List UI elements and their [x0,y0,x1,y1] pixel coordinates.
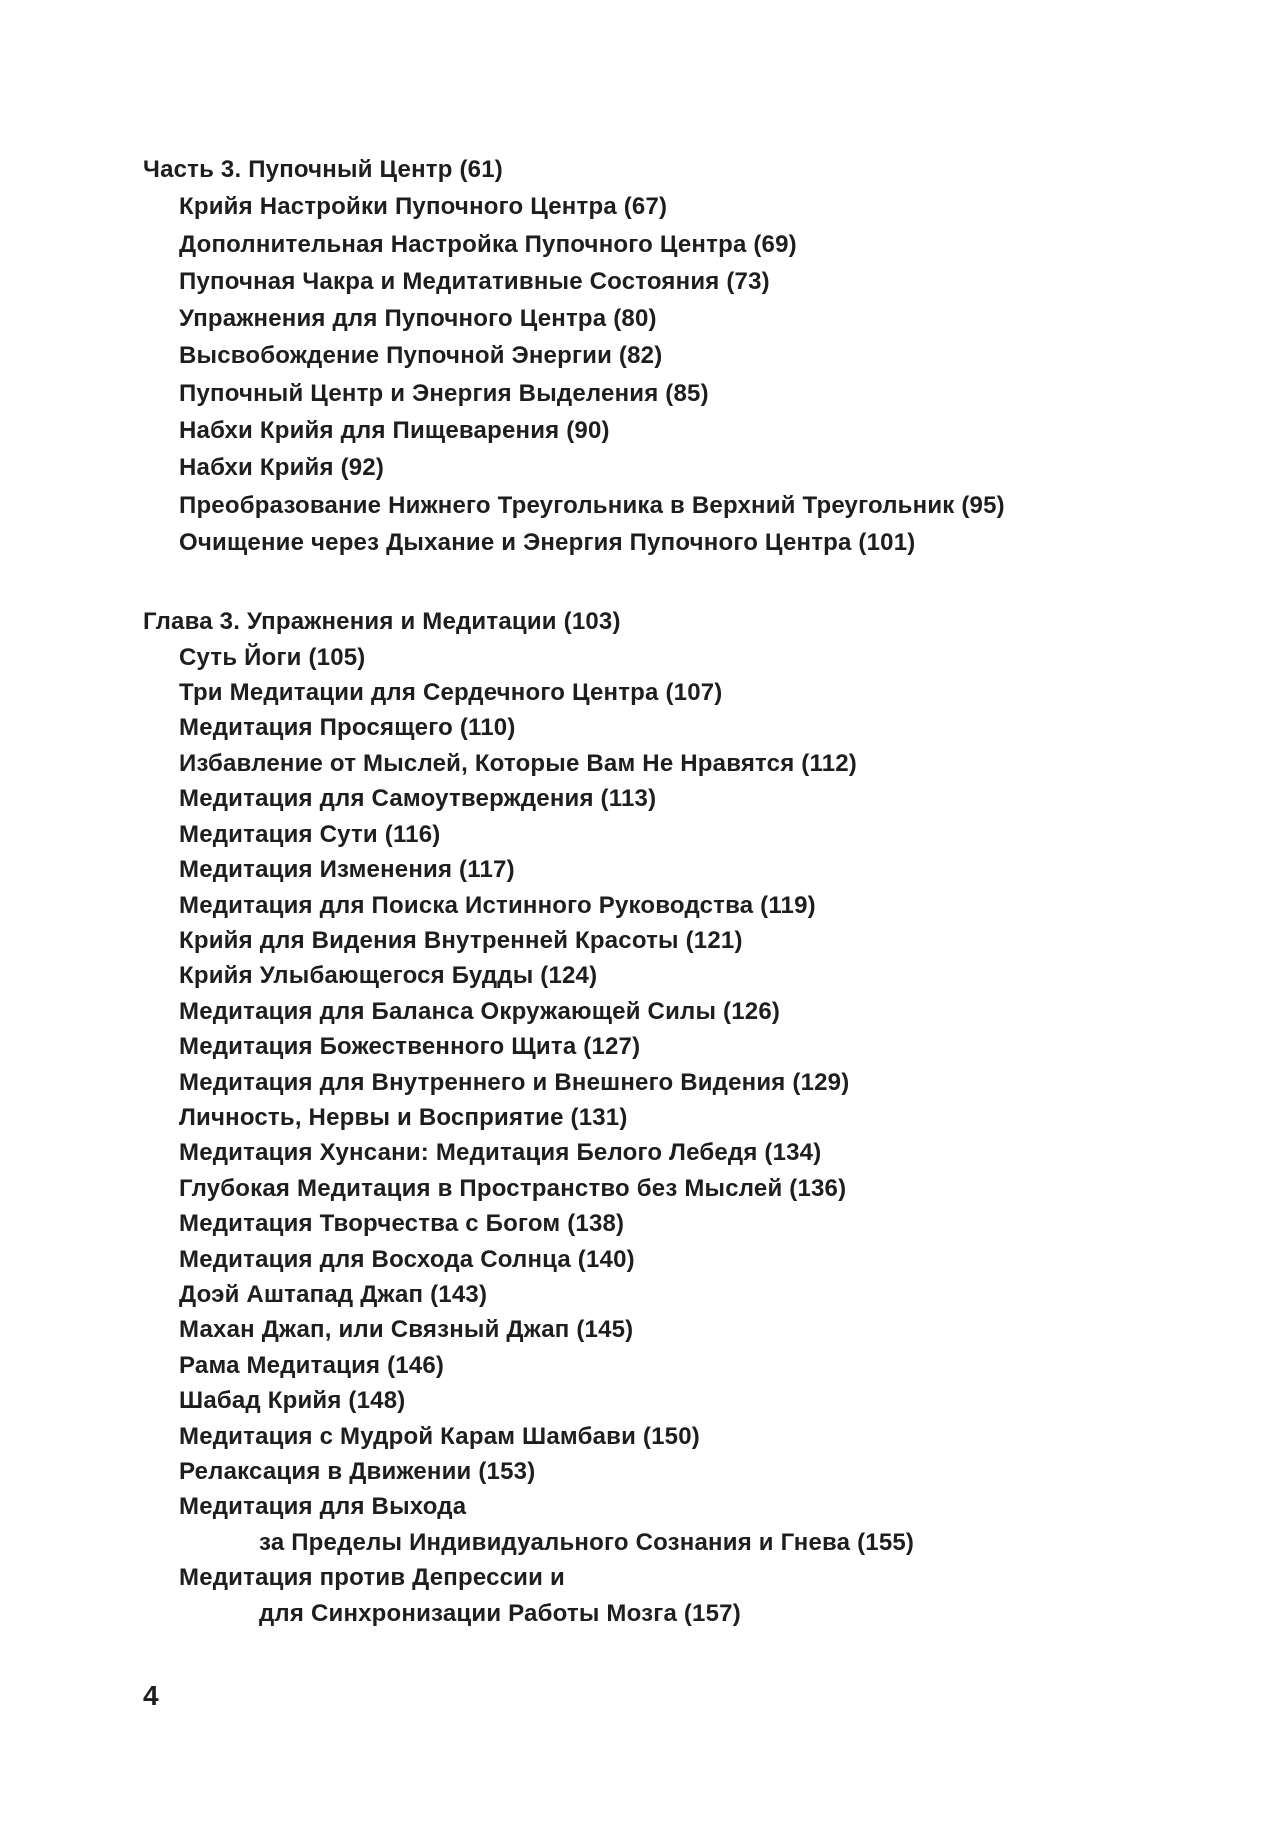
toc-entry: Крийя для Видения Внутренней Красоты (121) [179,926,743,954]
toc-entry: Медитация для Самоутверждения (113) [179,785,657,813]
toc-entry-continuation: для Синхронизации Работы Мозга (157) [259,1599,741,1627]
toc-entry: Крийя Улыбающегося Будды (124) [179,962,598,990]
toc-entry: Доэй Аштапад Джап (143) [179,1280,488,1308]
toc-entry: Пупочный Центр и Энергия Выделения (85) [179,379,709,407]
toc-entry: Глубокая Медитация в Пространство без Мыслей (136) [179,1174,847,1202]
toc-entry: Медитация Творчества с Богом (138) [179,1210,625,1238]
toc-entry: Упражнения для Пупочного Центра (80) [179,305,657,333]
toc-entry: Махан Джап, или Связный Джап (145) [179,1316,634,1344]
toc-entry: Три Медитации для Сердечного Центра (107) [179,679,723,707]
toc-entry: Медитация для Восхода Солнца (140) [179,1245,635,1273]
toc-entry: Медитация против Депрессии и [179,1564,565,1592]
toc-entry: Медитация для Поиска Истинного Руководства (119) [179,891,816,919]
toc-entry: Рама Медитация (146) [179,1351,445,1379]
toc-entry: Медитация Хунсани: Медитация Белого Лебедя (134) [179,1139,822,1167]
toc-entry: Медитация Божественного Щита (127) [179,1033,641,1061]
toc-entry: Шабад Крийя (148) [179,1387,406,1415]
toc-entry: Медитация для Выхода [179,1493,467,1521]
toc-entry: Избавление от Мыслей, Которые Вам Не Нравятся (112) [179,749,857,777]
toc-entry-continuation: за Пределы Индивидуального Сознания и Гнева (155) [259,1528,915,1556]
toc-entry: Преобразование Нижнего Треугольника в Верхний Треугольник (95) [179,491,1005,519]
toc-section-chapter-3 [143,604,1280,1631]
toc-section-part-3 [143,151,1280,561]
toc-entry: Медитация для Баланса Окружающей Силы (126) [179,997,781,1025]
toc-entry: Личность, Нервы и Восприятие (131) [179,1103,628,1131]
toc-entry: Набхи Крийя для Пищеварения (90) [179,417,610,445]
toc-entry: Крийя Настройки Пупочного Центра (67) [179,193,668,221]
toc-entry: Релаксация в Движении (153) [179,1458,536,1486]
toc-entry: Суть Йоги (105) [179,643,366,671]
toc-entry: Пупочная Чакра и Медитативные Состояния (73) [179,267,770,295]
toc-entry: Медитация Сути (116) [179,820,441,848]
toc-entry: Медитация с Мудрой Карам Шамбави (150) [179,1422,700,1450]
toc-entry: Набхи Крийя (92) [179,454,385,482]
toc-entry: Медитация Изменения (117) [179,856,515,884]
toc-entry: Медитация Просящего (110) [179,714,516,742]
page-number: 4 [143,1680,159,1711]
toc-chapter-heading: Глава 3. Упражнения и Медитации (103) [143,608,621,636]
toc-entry: Очищение через Дыхание и Энергия Пупочного Центра (101) [179,528,916,556]
toc-part-heading: Часть 3. Пупочный Центр (61) [143,156,503,183]
toc-entry: Высвобождение Пупочной Энергии (82) [179,342,663,370]
toc-entry: Медитация для Внутреннего и Внешнего Видения (129) [179,1068,850,1096]
toc-entry: Дополнительная Настройка Пупочного Центра (69) [179,230,797,258]
